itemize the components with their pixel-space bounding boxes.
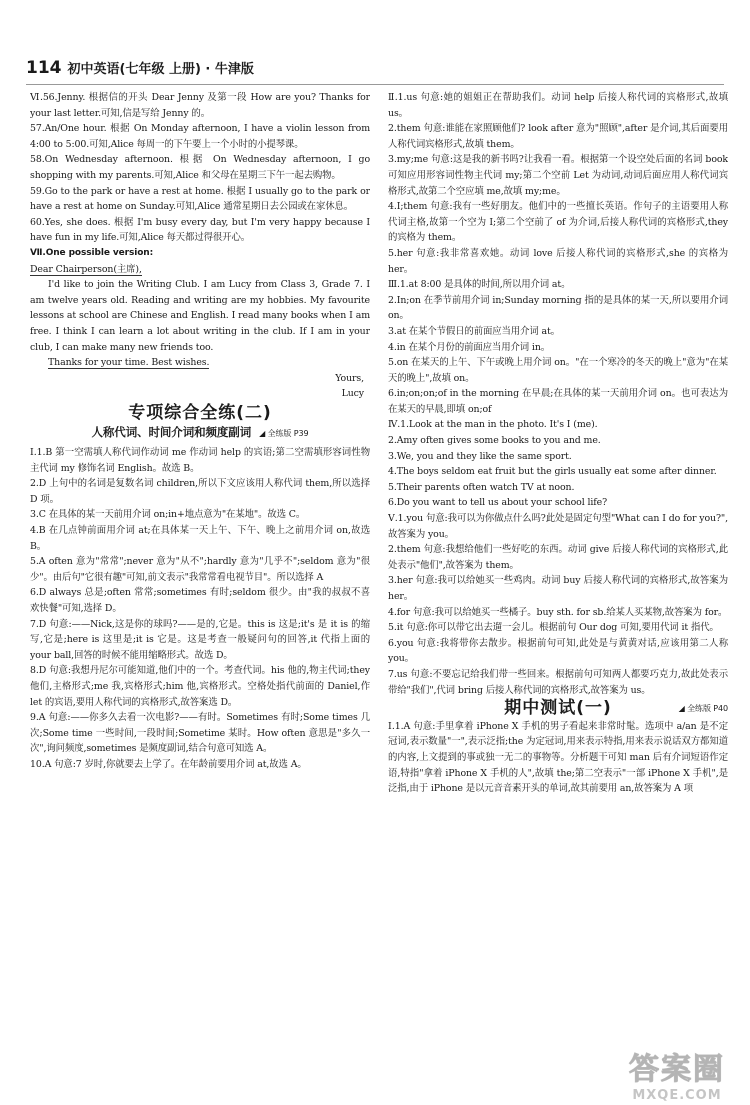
answer-item: 2.D 上句中的名词是复数名词 children,所以下文应该用人称代词 them,所以选择 D 项。 [30,478,370,505]
answer-item: 4.I;them 句意:我有一些好朋友。他们中的一些擅长英语。作句子的主语要用人称代词主格,故第一个空为 I;第二个空前了 of 为介词,后接人称代词的宾格形式,they 的宾格为 them。 [388,201,728,244]
letter-salutation: Dear Chairperson(主席), [30,263,142,275]
answer-item: 10.A 句意:7 岁时,你就要去上学了。在年龄前要用介词 at,故选 A。 [30,758,307,770]
answer-item: 2.them 句意:我想给他们一些好吃的东西。动词 give 后接人称代词的宾格形式,此处表示"他们",故答案为 them。 [388,544,728,571]
watermark-main: 答案圈 [629,1051,725,1087]
letter-closing: Thanks for your time. Best wishes. [48,357,210,369]
watermark-sub: MXQE.COM [632,1087,722,1103]
letter-signoff-name: Lucy [341,388,364,400]
answer-item: 6.D always 总是;often 常常;sometimes 有时;seldom 很少。由"我的叔叔不喜欢快餐"可知,选择 D。 [30,587,370,614]
section-title: 专项综合全练(二) [128,402,272,423]
answer-item: 7.D 句意:——Nick,这是你的球吗?——是的,它是。this is 这是;it's 是 it is 的缩写,它是;here is 这里是;it is 它是。这是考查一般疑问句的回答,it 代指上面的 your ball,回答的时候不能用缩略形式。故选 D。 [30,618,370,661]
answer-item: 3.at 在某个节假日的前面应当用介词 at。 [388,325,560,337]
exam-ref: ◢ 全练版 P40 [678,704,728,714]
answer-item: 2.them 句意:谁能在家照顾他们? look after 意为"照顾",after 是介词,其后面要用人称代词宾格形式,故填 them。 [388,123,728,150]
answer-item: 7.us 句意:不要忘记给我们带一些回来。根据前句可知两人都要巧克力,故此处表示带给"我们",代词 bring 后接人称代词的宾格形式,故答案为 us。 [388,668,728,696]
answer-item: 2.In;on 在季节前用介词 in;Sunday morning 指的是具体的某一天,所以要用介词 on。 [388,294,728,322]
book-title: 初中英语(七年级 上册) · 牛津版 [67,62,254,77]
page-number: 114 [26,58,62,78]
exam-title-row [388,698,728,719]
writing-heading: Ⅶ.One possible version: [30,247,154,258]
answer-item: 8.D 句意:我想丹尼尔可能知道,他们中的一个。考查代词。his 他的,物主代词;they 他们,主格形式;me 我,宾格形式;him 他,宾格形式。空格处指代前面的 Daniel,作 let 的宾语,要用人称代词的宾格形式,故答案选 D。 [30,665,370,708]
letter-signoff-yours: Yours, [335,372,364,384]
answer-item: 60.Yes, she does. 根据 I'm busy every day, but I'm very happy because I have fun in my life.可知,Alice 每天都过得很开心。 [30,216,370,244]
page-header [26,58,254,84]
answer-item: Ⅰ.1.A 句意:手里拿着 iPhone X 手机的男子看起来非常时髦。选项中 a/an 是不定冠词,表示数量"一",表示泛指;the 为定冠词,用来表示特指,用来表示说话双方都知道的内容,上文提到的事或独一无二的事物等。分析题干可知 man 后有介词短语作定语,特指"拿着 iPhone X 手机的人",故填 the;第二空表示"一部 iPhone X 手机",是泛指,由于 iPhone 是以元音音素开头的单词,故其前要用 an,故答案为 A 项 [388,720,728,795]
answer-item: 4.in 在某个月份的前面应当用介词 in。 [388,341,551,353]
left-column [30,90,370,1100]
answer-item: 4.for 句意:我可以给她买一些橘子。buy sth. for sb.给某人买某物,故答案为 for。 [388,606,728,618]
answer-item: 3.We, you and they like the same sport. [388,450,572,462]
letter-body: I'd like to join the Writing Club. I am Lucy from Class 3, Grade 7. I am twelve years old. Reading and writing are my hobbies. My favourite lessons at school are Chinese and English. I read many books when I am free. I think I can learn a lot about writing in the club. If I am in your club, I can make many new friends too. [30,279,370,353]
section-subtitle: 人称代词、时间介词和频度副词 ◢ 全练版 P39 [91,425,309,440]
answer-item: 5.Their parents often watch TV at noon. [388,481,575,493]
arrow-icon: ◢ [259,429,266,439]
answer-item: 4.B 在几点钟前面用介词 at;在具体某一天上午、下午、晚上之前用介词 on,故选 B。 [30,525,370,552]
header-divider [26,84,724,85]
answer-item: 2.Amy often gives some books to you and me. [388,435,601,447]
answer-item: 6.in;on;on;of in the morning 在早晨;在具体的某一天前用介词 on。也可表达为在某天的早晨,即填 on;of [388,388,728,415]
answer-item: Ⅲ.1.at 8:00 是具体的时间,所以用介词 at。 [388,279,571,291]
answer-item: Ⅰ.1.B 第一空需填人称代词作动词 me 作动词 help 的宾语;第二空需填形容词性物主代词 my 修饰名词 English。故选 B。 [30,447,370,474]
answer-item: 3.C 在具体的某一天前用介词 on;in+地点意为"在某地"。故选 C。 [30,509,306,521]
answer-item: 6.you 句意:我将带你去散步。根据前句可知,此处是与黄黄对话,应该用第二人称 you。 [388,637,728,665]
answer-item: 5.on 在某天的上午、下午或晚上用介词 on。"在一个寒冷的冬天的晚上"意为"在某天的晚上",故填 on。 [388,357,728,384]
answer-item: Ⅱ.1.us 句意:她的姐姐正在帮助我们。动词 help 后接人称代词的宾格形式,故填 us。 [388,92,728,119]
arrow-icon: ◢ [678,704,685,714]
answer-item: 5.her 句意:我非常喜欢她。动词 love 后接人称代词的宾格形式,she 的宾格为 her。 [388,247,728,275]
answer-item: 3.her 句意:我可以给她买一些鸡肉。动词 buy 后接人称代词的宾格形式,故答案为 her。 [388,575,728,602]
answer-item: 3.my;me 句意:这是我的新书吗?让我看一看。根据第一个设空处后面的名词 book 可知应用形容词性物主代词 my;第二个空前 Let 为动词,动词后面应用人称代词宾格形式,故第二个空应填 me,故填 my;me。 [388,154,728,197]
exam-title: 期中测试(一) [504,698,612,719]
answer-item: Ⅴ.1.you 句意:我可以为你做点什么吗?此处是固定句型"What can I do for you?",故答案为 you。 [388,513,728,540]
answer-item: 5.A often 意为"常常";never 意为"从不";hardly 意为"几乎不";seldom 意为"很少"。由后句"它很有趣"可知,前文表示"我常常看电视节目"。所以选择 A [30,556,370,583]
answer-item: 57.An/One hour. 根据 On Monday afternoon, I have a violin lesson from 4:00 to 5:00.可知,Alice 每周一的下午要上一个小时的小提琴课。 [30,123,370,150]
answer-item: 59.Go to the park or have a rest at home. 根据 I usually go to the park or have a rest at home on Sunday.可知,Alice 通常星期日去公园或在家休息。 [30,185,370,213]
watermark-logo [612,1045,742,1101]
answer-item: 6.Do you want to tell us about your school life? [388,497,608,509]
answer-item: Ⅵ.56.Jenny. 根据信的开头 Dear Jenny 及第一段 How are you? Thanks for your last letter.可知,信是写给 Jenny 的。 [30,92,370,119]
answer-item: 5.it 句意:你可以带它出去遛一会儿。根据前句 Our dog 可知,要用代词 it 指代。 [388,622,719,634]
answer-item: 58.On Wednesday afternoon. 根据 On Wednesday afternoon, I go shopping with my parents.可知,Alice 和父母在星期三下午一起去购物。 [30,154,370,181]
right-column [388,90,728,1100]
answer-item: 9.A 句意:——你多久去看一次电影?——有时。Sometimes 有时;Some times 几次;Some time 一些时间,一段时间;Sometime 某时。How often 意思是"多久一次",询问频度,sometimes 是频度副词,结合句意可知选 A。 [30,712,370,755]
answer-item: Ⅳ.1.Look at the man in the photo. It's I (me). [388,419,598,431]
answer-item: 4.The boys seldom eat fruit but the girls usually eat some after dinner. [388,466,717,478]
